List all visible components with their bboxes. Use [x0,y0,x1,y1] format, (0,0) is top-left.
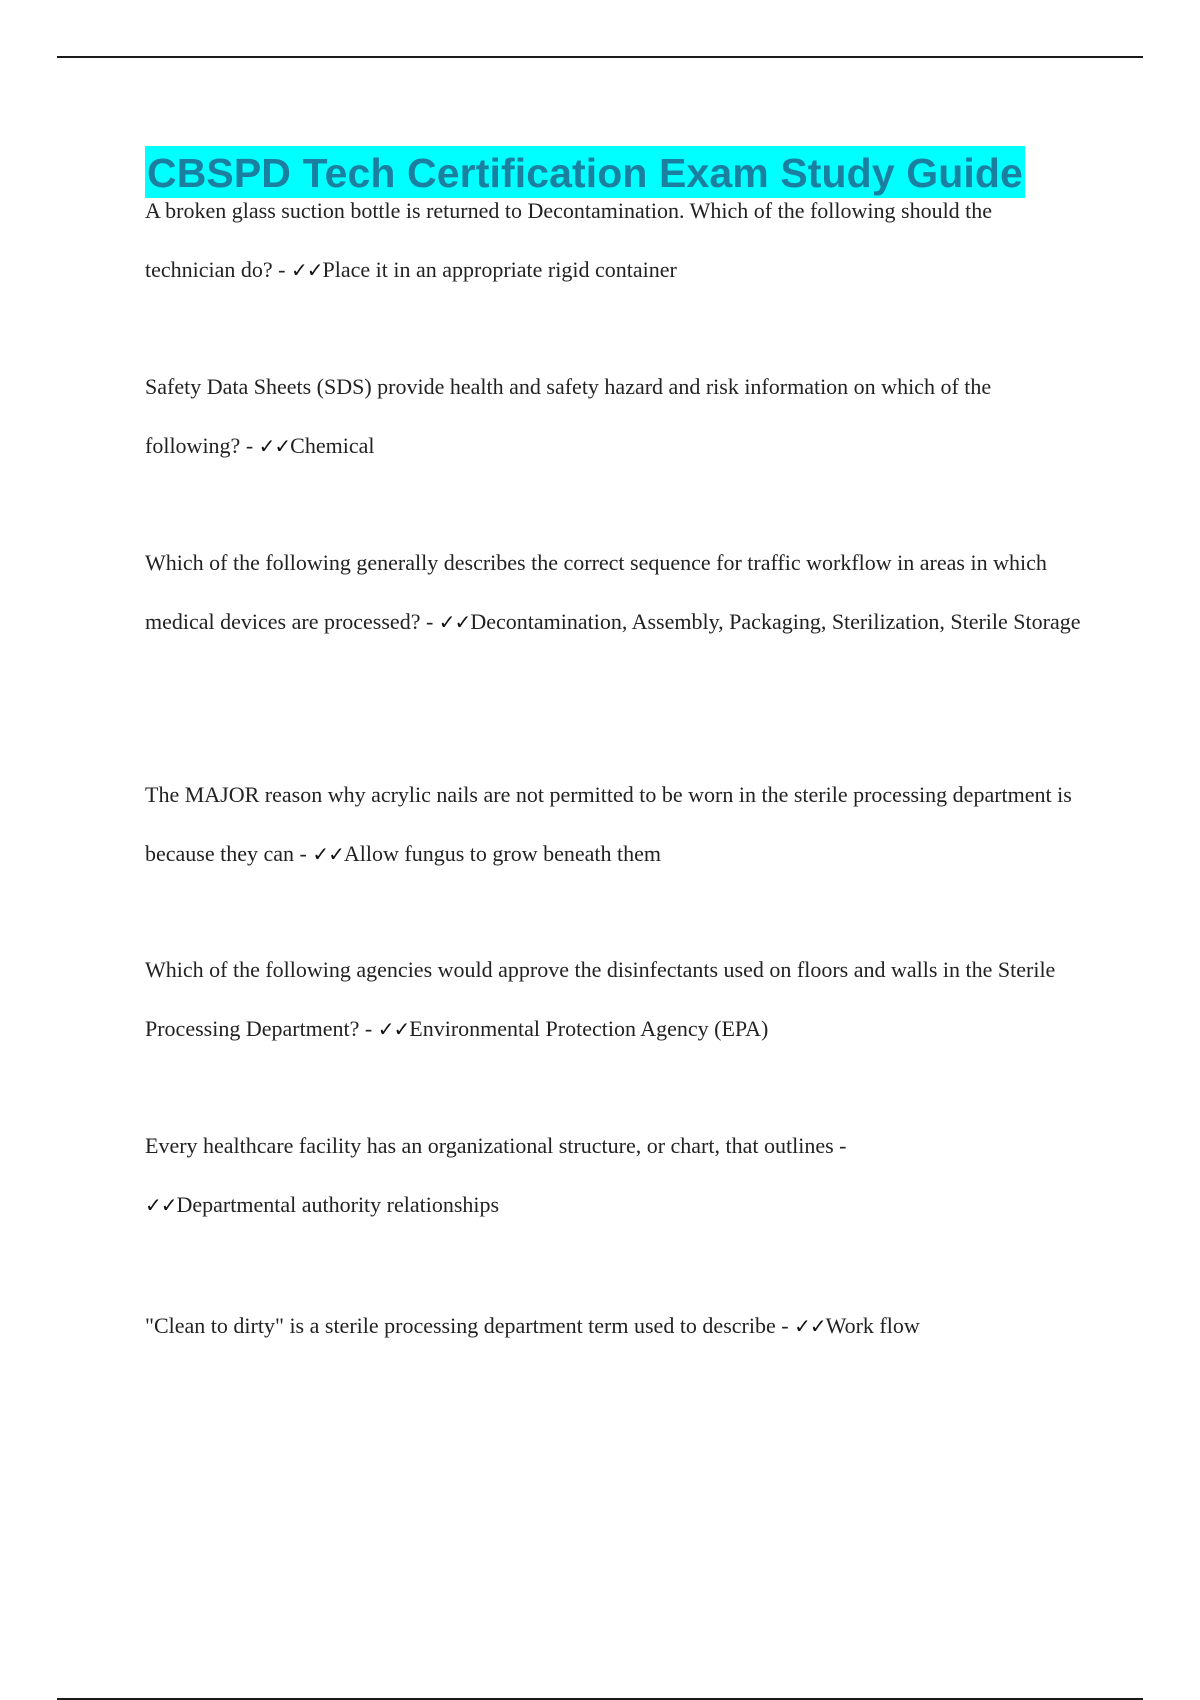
answer-text: Work flow [825,1313,920,1338]
qa-item-1 [145,181,1085,300]
question-text: A broken glass suction bottle is returned to Decontamination. Which of the following should the technician do? - [145,198,993,282]
answer-text: Allow fungus to grow beneath them [343,841,661,866]
double-check-icon: ✓✓ [438,610,471,634]
qa-item-5 [145,940,1085,1059]
answer-text: Departmental authority relationships [176,1192,500,1217]
qa-item-6 [145,1116,1085,1235]
double-check-icon: ✓✓ [377,1017,410,1041]
question-text: Which of the following generally describes the correct sequence for traffic workflow in areas in which medical devices are processed? - [145,550,1047,634]
top-rule [57,56,1143,58]
question-text: "Clean to dirty" is a sterile processing department term used to describe - [145,1313,795,1338]
qa-item-7 [145,1296,1085,1356]
answer-text: Place it in an appropriate rigid container [322,257,677,282]
double-check-icon: ✓✓ [258,434,291,458]
answer-text: Chemical [290,433,375,458]
question-text: Which of the following agencies would approve the disinfectants used on floors and walls in the Sterile Processing Department? - [145,957,1056,1041]
qa-item-4 [145,765,1085,884]
qa-item-3 [145,533,1085,652]
qa-item-2 [145,357,1085,476]
double-check-icon: ✓✓ [145,1193,177,1217]
answer-text: Decontamination, Assembly, Packaging, Sterilization, Sterile Storage [470,609,1081,634]
double-check-icon: ✓✓ [312,842,344,866]
page-title: CBSPD Tech Certification Exam Study Guide [145,146,1025,198]
question-text: Safety Data Sheets (SDS) provide health and safety hazard and risk information on which of the following? - [145,374,992,458]
question-text: Every healthcare facility has an organizational structure, or chart, that outlines - [145,1133,847,1158]
question-text: The MAJOR reason why acrylic nails are not permitted to be worn in the sterile processing department is because they can - [145,782,1072,866]
answer-text: Environmental Protection Agency (EPA) [409,1016,769,1041]
double-check-icon: ✓✓ [794,1314,826,1338]
double-check-icon: ✓✓ [291,258,323,282]
